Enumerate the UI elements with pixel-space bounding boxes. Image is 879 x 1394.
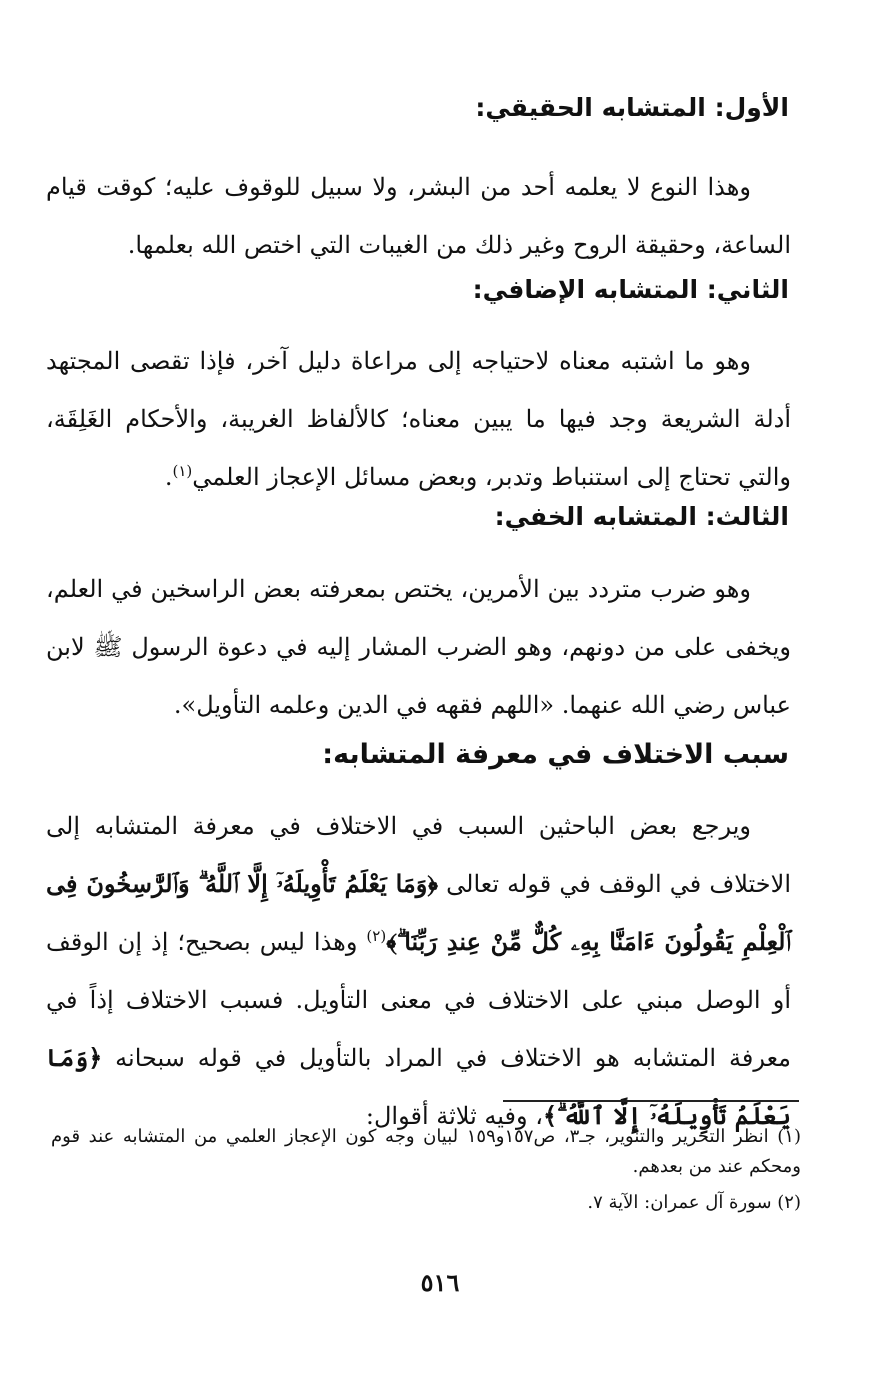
- section-heading-relative-ambiguous: الثاني: المتشابه الإضافي:: [472, 275, 789, 304]
- paragraph-hidden-ambiguous: [46, 560, 791, 734]
- footnote-ref-1[interactable]: (١): [172, 462, 193, 480]
- section-heading-real-ambiguous: الأول: المتشابه الحقيقي:: [475, 93, 789, 122]
- paragraph-text-start: ويرجع بعض الباحثين السبب في الاختلاف في معرفة المتشابه إلى الاختلاف في الوقف في قوله تعالى: [46, 812, 791, 898]
- footnote-ref-2[interactable]: (٢): [366, 927, 387, 945]
- paragraph-real-ambiguous: [46, 158, 791, 274]
- section-heading-hidden-ambiguous: الثالث: المتشابه الخفي:: [494, 502, 789, 531]
- page-number: ٥١٦: [420, 1268, 460, 1297]
- paragraph-text-end: ، وفيه ثلاثة أقوال:: [365, 1102, 543, 1130]
- quran-quote-2: ﴿وَمَا يَعْلَمُ تَأْوِيلَهُۥٓ إِلَّا ٱللَّهُ ۗ﴾: [46, 1043, 791, 1130]
- paragraph-relative-ambiguous: [46, 332, 791, 506]
- paragraph-text: وهو ضرب متردد بين الأمرين، يختص بمعرفته بعض الراسخين في العلم، ويخفى على من دونهم، وهو الضرب المشار إليه في دعوة الرسول ﷺ لابن عباس رضي الله عنهما. «اللهم فقهه في الدين وعلمه التأويل».: [46, 575, 791, 719]
- section-heading-cause-of-dispute: سبب الاختلاف في معرفة المتشابه:: [322, 739, 789, 770]
- paragraph-end: .: [164, 463, 173, 491]
- quran-quote-1: ﴿وَمَا يَعْلَمُ تَأْوِيلَهُۥٓ إِلَّا ٱللَّهُ ۗ وَٱلرَّٰسِخُونَ فِى ٱلْعِلْمِ يَقُولُونَ ءَامَنَّا بِهِۦ كُلٌّ مِّنْ عِندِ رَبِّنَا ۗ﴾: [46, 869, 791, 956]
- paragraph-text-middle: وهذا ليس بصحيح؛ إذ إن الوقف أو الوصل مبني على الاختلاف في معنى التأويل. فسبب الاختلاف إذاً في معرفة المتشابه هو الاختلاف في المراد بالتأويل في قوله سبحانه: [46, 928, 791, 1072]
- footnote-1: (١) انظر التحرير والتنوير، جـ٣، ص١٥٧و١٥٩ لبيان وجه كون الإعجاز العلمي من المتشابه عند قوم ومحكم عند من بعدهم.: [51, 1126, 801, 1177]
- footnote-2: (٢) سورة آل عمران: الآية ٧.: [587, 1192, 801, 1213]
- paragraph-cause-of-dispute: [46, 797, 791, 1145]
- footnote-divider: [503, 1100, 799, 1102]
- footnotes: [51, 1122, 801, 1224]
- paragraph-text: وهذا النوع لا يعلمه أحد من البشر، ولا سبيل للوقوف عليه؛ كوقت قيام الساعة، وحقيقة الروح وغير ذلك من الغيبات التي اختص الله بعلمها.: [46, 173, 791, 259]
- paragraph-text: وهو ما اشتبه معناه لاحتياجه إلى مراعاة دليل آخر، فإذا تقصى المجتهد أدلة الشريعة وجد فيها ما يبين معناه؛ كالألفاظ الغريبة، والأحكام الغَلِقَة، والتي تحتاج إلى استنباط وتدبر، وبعض مسائل الإعجاز العلمي: [46, 347, 791, 491]
